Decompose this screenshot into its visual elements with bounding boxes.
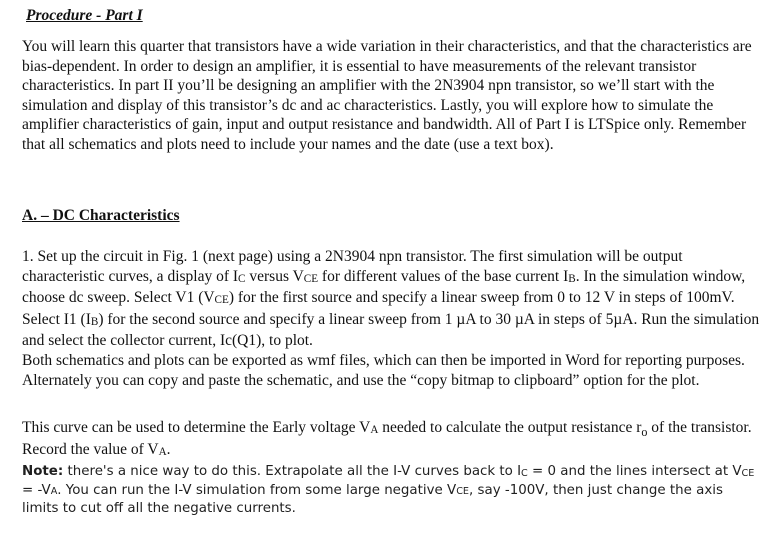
step1-text-2: versus V: [245, 267, 304, 285]
early-sub-o: o: [641, 425, 648, 440]
note-paragraph: [22, 463, 762, 518]
export-paragraph: Both schematics and plots can be exported as wmf files, which can then be imported in Word for reporting purposes. Alternately you can copy and paste the schematic, and use the “copy bitmap to clipboard” option for the plot.: [22, 352, 745, 389]
step1-sub-b: B: [568, 272, 576, 285]
step1-text-5: ) for the first source and specify a linear sweep from 0 to 12 V in steps of 100mV. Select I1 (I: [22, 289, 735, 328]
early-text-2: needed to calculate the output resistance r: [378, 419, 642, 436]
note-text-3: = -V: [22, 482, 51, 498]
early-text-4: .: [166, 440, 171, 458]
step1-sub-b-2: B: [90, 315, 99, 328]
note-text-4: . You can run the I-V simulation from some large negative V: [57, 482, 457, 498]
step1-sub-ce-2: CE: [214, 294, 229, 307]
step1-text-6: ) for the second source and specify a linear sweep from 1 µA to 30 µA in steps of 5µA. Run the simulation and select the collector current, Ic(Q1), to plot.: [22, 310, 760, 350]
note-text-5: , say -100V, then just change the axis limits to cut off all the negative currents.: [22, 482, 723, 516]
step1-text-4: . In the simulation window, choose dc sweep. Select V1 (V: [22, 267, 746, 307]
step1-sub-c: C: [238, 272, 246, 285]
early-text-3: of the transistor. Record the value of V: [22, 419, 752, 458]
early-voltage-paragraph: [22, 418, 762, 461]
note-text-1: there's a nice way to do this. Extrapolate all the I-V curves back to I: [63, 464, 522, 479]
step-1-paragraph: [22, 247, 762, 351]
step1-sub-ce: CE: [303, 272, 319, 285]
note-sub-ce-2: CE: [456, 486, 469, 498]
intro-paragraph: You will learn this quarter that transistors have a wide variation in their characteristics, and that the characteristics are bias-dependent. In order to design an amplifier, it is essential to have measurements of the relevant transistor characteristics. In part II you’ll be designing an amplifier with the 2N3904 npn transistor, so we’ll start with the simulation and display of this transistor’s dc and ac characteristics. Lastly, you will explore how to simulate the amplifier characteristics of gain, input and output resistance and bandwidth. All of Part I is LTSpice only. Remember that all schematics and plots need to include your names and the date (use a text box).: [22, 38, 752, 153]
note-sub-c: C: [521, 467, 528, 479]
note-text-2: = 0 and the lines intersect at V: [527, 464, 742, 479]
note-label: Note:: [22, 464, 64, 479]
early-text-1: This curve can be used to determine the Early voltage V: [22, 419, 371, 436]
section-a-heading: A. – DC Characteristics: [22, 207, 180, 224]
early-sub-a-2: A: [158, 445, 167, 458]
step1-text-1: 1. Set up the circuit in Fig. 1 (next page) using a 2N3904 npn transistor. The first simulation will be output characteristic curves, a display of I: [22, 248, 683, 285]
step1-text-3: for different values of the base current I: [318, 267, 569, 285]
note-sub-a: A: [50, 486, 58, 498]
procedure-title: Procedure - Part I: [26, 7, 143, 24]
note-sub-ce: CE: [741, 467, 755, 479]
early-sub-a: A: [370, 424, 379, 437]
